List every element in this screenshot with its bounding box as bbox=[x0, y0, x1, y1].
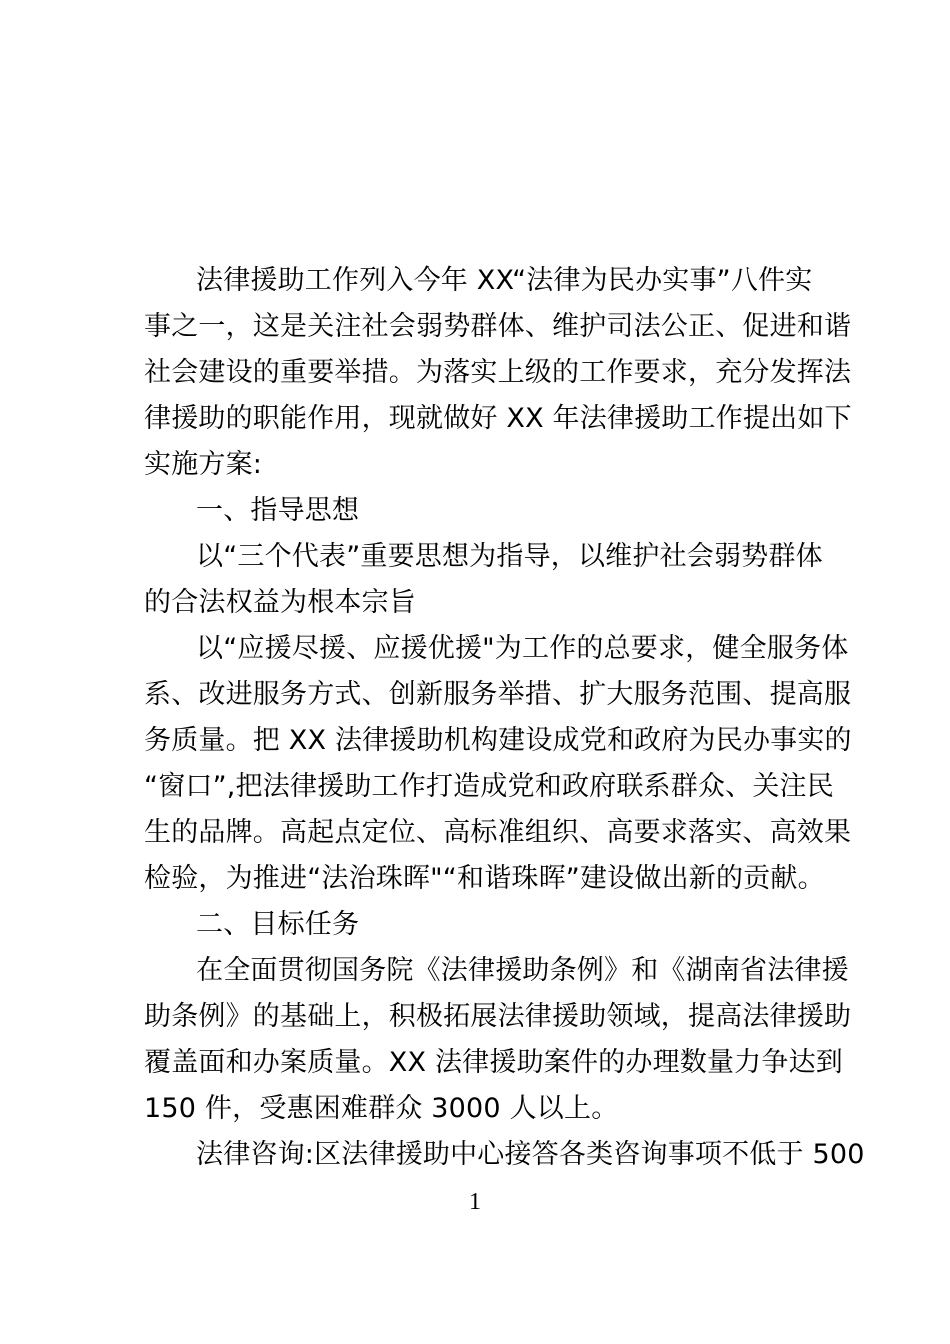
paragraph-line: 社会建设的重要举措。为落实上级的工作要求，充分发挥法 bbox=[144, 357, 852, 388]
paragraph-line: 的合法权益为根本宗旨 bbox=[144, 587, 416, 618]
paragraph-line: 助条例》的基础上，积极拓展法律援助领域，提高法律援助 bbox=[144, 1001, 852, 1032]
paragraph-line: 务质量。把 XX 法律援助机构建设成党和政府为民办事实的 bbox=[144, 725, 852, 756]
paragraph-line: 事之一，这是关注社会弱势群体、维护司法公正、促进和谐 bbox=[144, 311, 852, 342]
paragraph-line: 覆盖面和办案质量。XX 法律援助案件的办理数量力争达到 bbox=[144, 1047, 843, 1078]
paragraph-line: 系、改进服务方式、创新服务举措、扩大服务范围、提高服 bbox=[144, 679, 852, 710]
paragraph-line: 以“应援尽援、应援优援"为工作的总要求，健全服务体 bbox=[196, 633, 849, 664]
paragraph-line: 实施方案: bbox=[144, 449, 263, 480]
paragraph-line: 律援助的职能作用，现就做好 XX 年法律援助工作提出如下 bbox=[144, 403, 852, 434]
section-heading: 二、目标任务 bbox=[196, 909, 360, 940]
paragraph-line: 法律援助工作列入今年 XX“法律为民办实事”八件实 bbox=[196, 265, 813, 296]
paragraph-line: 法律咨询:区法律援助中心接答各类咨询事项不低于 500 bbox=[196, 1139, 865, 1170]
section-heading: 一、指导思想 bbox=[196, 495, 360, 526]
paragraph-line: 生的品牌。高起点定位、高标准组织、高要求落实、高效果 bbox=[144, 817, 852, 848]
page-number: 1 bbox=[469, 1189, 481, 1215]
paragraph-line: 检验，为推进“法治珠晖"“和谐珠晖”建设做出新的贡献。 bbox=[144, 863, 825, 894]
paragraph-line: “窗口”,把法律援助工作打造成党和政府联系群众、关注民 bbox=[144, 771, 834, 802]
paragraph-line: 以“三个代表”重要思想为指导，以维护社会弱势群体 bbox=[196, 541, 823, 572]
paragraph-line: 在全面贯彻国务院《法律援助条例》和《湖南省法律援 bbox=[196, 955, 849, 986]
paragraph-line: 150 件，受惠困难群众 3000 人以上。 bbox=[144, 1093, 619, 1124]
